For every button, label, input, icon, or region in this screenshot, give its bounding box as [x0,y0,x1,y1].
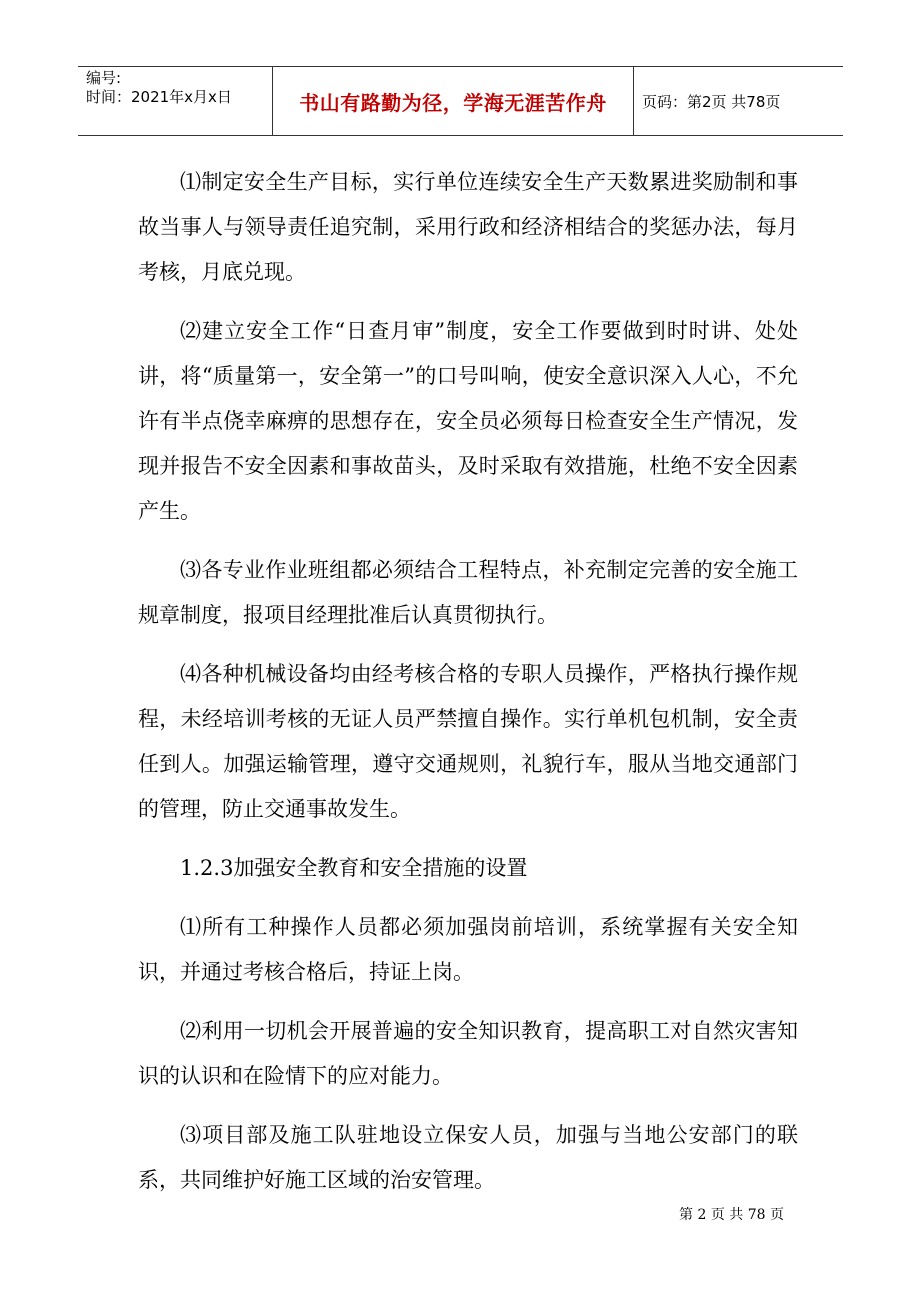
paragraph: ⑴所有工种操作人员都必须加强岗前培训，系统掌握有关安全知识，并通过考核合格后，持证上岗。 [138,915,798,984]
document-time-label: 时间：2021年x月x日 [86,88,232,106]
section-heading: 1.2.3加强安全教育和安全措施的设置 [180,856,528,880]
document-body [138,160,798,1217]
paragraph: ⑶项目部及施工队驻地设立保安人员，加强与当地公安部门的联系，共同维护好施工区域的治安管理。 [138,1123,798,1192]
header-motto: 书山有路勤为径，学海无涯苦作舟 [272,67,634,135]
paragraph: ⑵建立安全工作“日查月审”制度，安全工作要做到时时讲、处处讲，将“质量第一，安全第一”的口号叫响，使安全意识深入人心，不允许有半点侥幸麻痹的思想存在，安全员必须每日检查安全生产情况，发现并报告不安全因素和事故苗头，及时采取有效措施，杜绝不安全因素产生。 [138,319,798,523]
paragraph: ⑶各专业作业班组都必须结合工程特点，补充制定完善的安全施工规章制度，报项目经理批准后认真贯彻执行。 [138,558,798,627]
page-header [78,66,843,136]
header-meta [78,67,272,135]
paragraph: ⑴制定安全生产目标，实行单位连续安全生产天数累进奖励制和事故当事人与领导责任追究制，采用行政和经济相结合的奖惩办法，每月考核，月底兑现。 [138,170,798,284]
page-footer: 第 2 页 共 78 页 [679,1207,784,1223]
header-page-info: 页码：第2页 共78页 [642,92,781,111]
paragraph: ⑵利用一切机会开展普遍的安全知识教育，提高职工对自然灾害知识的认识和在险情下的应对能力。 [138,1019,798,1088]
document-number-label: 编号: [86,69,122,87]
paragraph: ⑷各种机械设备均由经考核合格的专职人员操作，严格执行操作规程，未经培训考核的无证人员严禁擅自操作。实行单机包机制，安全责任到人。加强运输管理，遵守交通规则，礼貌行车，服从当地交通部门的管理，防止交通事故发生。 [138,662,798,821]
